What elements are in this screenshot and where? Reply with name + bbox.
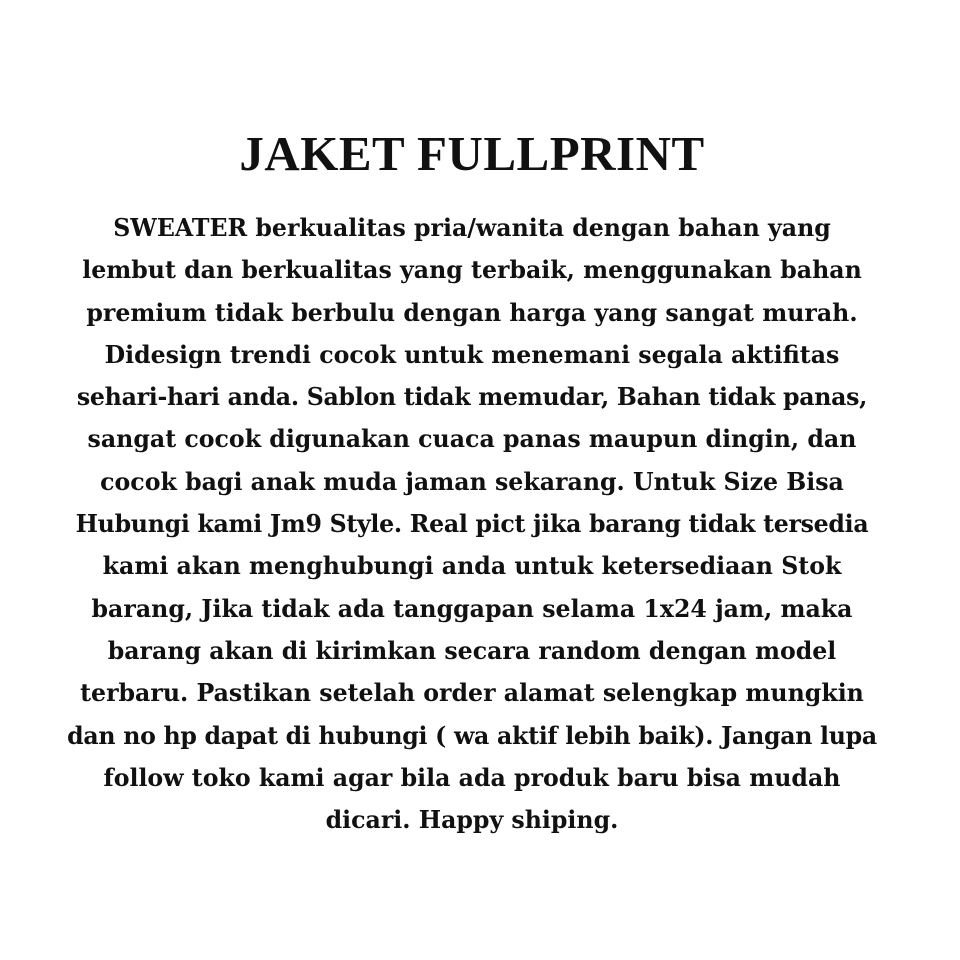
description-line: Didesign trendi cocok untuk menemani segala aktifitas xyxy=(104,339,840,369)
description-paragraph xyxy=(0,207,944,841)
description-line: follow toko kami agar bila ada produk baru bisa mudah xyxy=(103,762,841,792)
description-line: dan no hp dapat di hubungi ( wa aktif lebih baik). Jangan lupa xyxy=(67,720,877,750)
description-line: Hubungi kami Jm9 Style. Real pict jika barang tidak tersedia xyxy=(75,509,869,539)
description-line: cocok bagi anak muda jaman sekarang. Untuk Size Bisa xyxy=(100,466,844,496)
description-line: sangat cocok digunakan cuaca panas maupun dingin, dan xyxy=(87,424,857,454)
description-line: barang akan di kirimkan secara random dengan model xyxy=(107,635,837,665)
description-line: kami akan menghubungi anda untuk ketersediaan Stok xyxy=(102,551,842,581)
description-line: terbaru. Pastikan setelah order alamat selengkap mungkin xyxy=(80,678,864,708)
description-line: SWEATER berkualitas pria/wanita dengan bahan yang xyxy=(113,213,831,242)
description-line: premium tidak berbulu dengan harga yang sangat murah. xyxy=(86,297,858,327)
description-line: barang, Jika tidak ada tanggapan selama 1x24 jam, maka xyxy=(91,593,853,623)
page-title: JAKET FULLPRINT xyxy=(239,126,705,181)
description-line: dicari. Happy shiping. xyxy=(325,805,619,835)
description-line: sehari-hari anda. Sablon tidak memudar, Bahan tidak panas, xyxy=(76,382,868,412)
description-line: lembut dan berkualitas yang terbaik, menggunakan bahan xyxy=(82,255,862,285)
